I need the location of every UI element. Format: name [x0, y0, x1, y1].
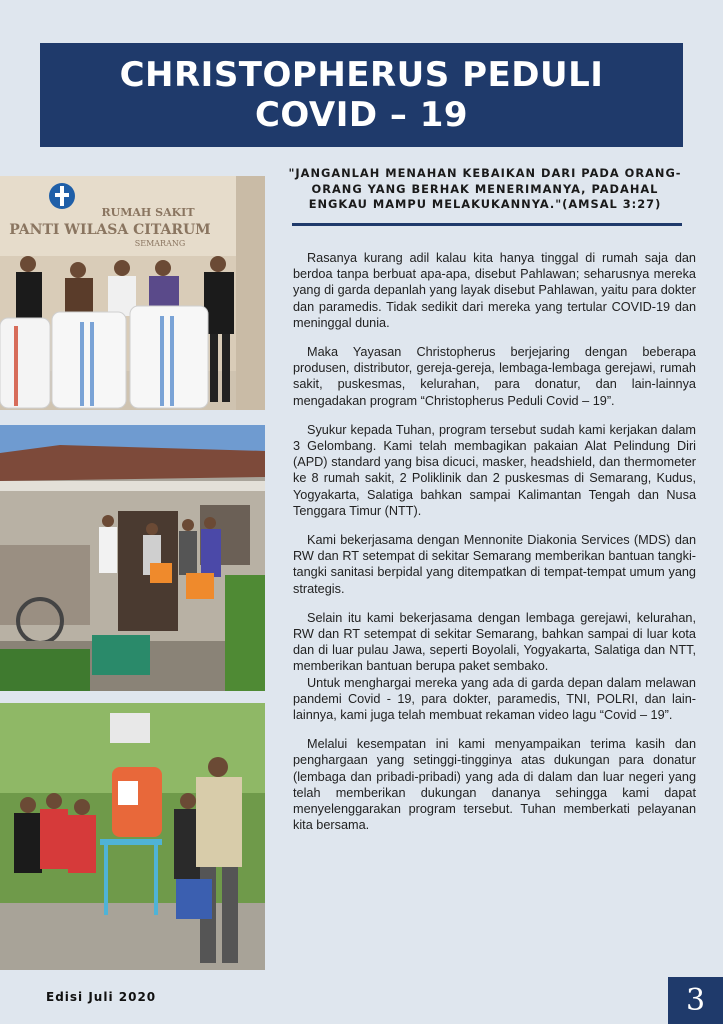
paragraph-4: Kami bekerjasama dengan Mennonite Diakonia Services (MDS) dan RW dan RT setempat di sekitar Semarang memberikan bantuan tangki-tangki sanitasi berpidal yang ditempatkan di tempat-tempat umum yang strategis.	[293, 533, 696, 596]
quote-line-1: "JANGANLAH MENAHAN KEBAIKAN DARI PADA ORANG-	[288, 166, 682, 180]
edition-label: Edisi Juli 2020	[46, 990, 157, 1004]
quote-divider	[292, 223, 682, 226]
title-line-2: COVID – 19	[254, 95, 469, 135]
paragraph-7: Melalui kesempatan ini kami menyampaikan terima kasih dan penghargaan yang setinggi-tingginya atas dukungan para donatur (lembaga dan pribadi-pribadi) yang ada di dalam dan luar negeri yang telah memberikan dukungan dananya sehingga kami dapat menyelenggarakan program tersebut. Tuhan memberkati pelayanan kita bersama.	[293, 737, 696, 833]
photo-hospital-donation	[0, 176, 265, 410]
sign-line-1: RUMAH SAKIT	[101, 206, 195, 219]
sign-line-2: PANTI WILASA CITARUM	[9, 222, 211, 238]
paragraph-5: Selain itu kami bekerjasama dengan lembaga gerejawi, kelurahan, RW dan RT setempat di sekitar Semarang, bahkan sampai di luar kota dan di luar pulau Jawa, seperti Boyolali, Yogyakarta, Salatiga dan NTT, memberikan bantuan berupa paket sembako.	[293, 610, 696, 674]
bible-quote	[285, 166, 685, 213]
paragraph-2: Maka Yayasan Christopherus berjejaring dengan beberapa produsen, distributor, gereja-gereja, lembaga-lembaga gerejawi, rumah sakit, puskesmas, kelurahan, para donatur, dan lain-lainnya mengadakan program “Christopherus Peduli Covid – 19”.	[293, 345, 696, 408]
paragraph-3: Syukur kepada Tuhan, program tersebut sudah kami kerjakan dalam 3 Gelombang. Kami telah membagikan pakaian Alat Pelindung Diri (APD) standard yang bisa dicuci, masker, headshield, dan thermometer ke 8 rumah sakit, 2 Poliklinik dan 2 puskesmas di Semarang, Kudus, Yogyakarta, Salatiga bahkan sampai Kalimantan Tengah dan Nusa Tenggara Timur (NTT).	[293, 422, 696, 518]
title-banner	[40, 43, 683, 147]
title-line-1: CHRISTOPHERUS PEDULI	[119, 55, 604, 95]
photo-house-distribution	[0, 425, 265, 691]
article-body	[293, 250, 696, 847]
paragraph-6: Untuk menghargai mereka yang ada di garda depan dalam melawan pandemi Covid - 19, para dokter, paramedis, TNI, POLRI, dan lain-lainnya, kami juga telah membuat rekaman video lagu “Covid – 19”.	[293, 675, 696, 723]
quote-line-3: ENGKAU MAMPU MELAKUKANNYA."(AMSAL 3:27)	[308, 197, 662, 211]
page-number: 3	[668, 977, 723, 1024]
sign-line-3: SEMARANG	[134, 239, 186, 248]
paragraph-1: Rasanya kurang adil kalau kita hanya tinggal di rumah saja dan berdoa tanpa berbuat apa-apa, disebut Pahlawan; seharusnya mereka yang di garda depanlah yang layak disebut Pahlawan, yaitu para dokter dan paramedis. Tidak sedikit dari mereka yang tertular COVID-19 dan meninggal dunia.	[293, 251, 696, 330]
photo-sanitation-tank	[0, 703, 265, 970]
quote-line-2: ORANG YANG BERHAK MENERIMANYA, PADAHAL	[311, 181, 659, 196]
